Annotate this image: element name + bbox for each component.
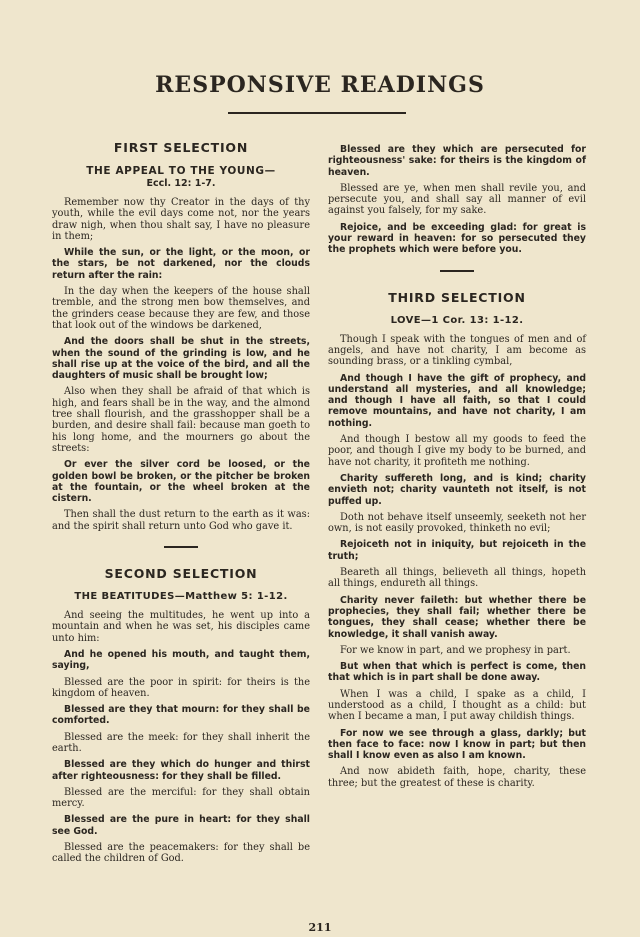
- second-selection-continued-verses: [328, 144, 586, 256]
- verse: When I was a child, I spake as a child, I understood as a child, I thought as a child: but when I became a man, I put away childish things.: [328, 688, 586, 723]
- verse: And though I bestow all my goods to feed the poor, and though I give my body to be burned, and have not charity, it profiteth me nothing.: [328, 434, 586, 468]
- second-selection-heading: SECOND SELECTION: [104, 566, 258, 582]
- verse: And though I have the gift of prophecy, and understand all mysteries, and all knowledge; and though I have all faith, so that I could remove mountains, and have not charity, I am nothing.: [328, 372, 586, 429]
- title-rule: [228, 112, 406, 114]
- verse: Beareth all things, believeth all things, hopeth all things, endureth all things.: [328, 567, 586, 590]
- verse: Blessed are ye, when men shall revile you, and persecute you, and shall say all manner of evil against you falsely, for my sake.: [328, 182, 586, 217]
- section-divider: [440, 270, 474, 272]
- first-selection-heading: FIRST SELECTION: [113, 140, 249, 155]
- first-selection-verses: [52, 197, 310, 532]
- verse: And the doors shall be shut in the streets, when the sound of the grinding is low, and he shall rise up at the voice of the bird, and all the daughters of music shall be brought low;: [52, 336, 310, 382]
- verse: Blessed are the pure in heart: for they shall see God.: [52, 814, 310, 837]
- verse: For now we see through a glass, darkly; but then face to face: now I know in part; but then shall I know even as also I am known.: [328, 727, 586, 762]
- verse: Blessed are they that mourn: for they shall be comforted.: [52, 704, 310, 727]
- verse: Rejoiceth not in iniquity, but rejoiceth in the truth;: [328, 539, 586, 562]
- page-number: 211: [308, 921, 332, 934]
- page-title: RESPONSIVE READINGS: [155, 72, 485, 98]
- verse: Also when they shall be afraid of that which is high, and fears shall be in the way, and the almond tree shall flourish, and the grasshopper shall be a burden, and desire shall fail: because man goeth to his long home, and the mourners go about the streets:: [52, 386, 310, 454]
- verse: Doth not behave itself unseemly, seeketh not her own, is not easily provoked, thinketh no evil;: [328, 511, 586, 535]
- verse: For we know in part, and we prophesy in part.: [340, 644, 571, 656]
- verse: Blessed are they which are persecuted for righteousness' sake: for theirs is the kingdom of heaven.: [328, 144, 586, 178]
- verse: But when that which is perfect is come, then that which is in part shall be done away.: [328, 661, 586, 684]
- verse: And now abideth faith, hope, charity, these three; but the greatest of these is charity.: [328, 766, 586, 789]
- verse: Blessed are the merciful: for they shall obtain mercy.: [52, 786, 310, 810]
- verse: And he opened his mouth, and taught them, saying,: [52, 648, 310, 672]
- first-selection-reference: Eccl. 12: 1-7.: [146, 178, 216, 189]
- verse: Though I speak with the tongues of men and of angels, and have not charity, I am become as sounding brass, or a tinkling cymbal,: [328, 333, 586, 368]
- second-selection-subtitle: THE BEATITUDES—Matthew 5: 1-12.: [74, 591, 288, 603]
- third-selection-verses: [328, 334, 586, 789]
- verse: Charity never faileth: but whether there be prophecies, they shall fail; whether there be tongues, they shall cease; whether there be knowledge, it shall vanish away.: [328, 594, 586, 640]
- verse: Blessed are the poor in spirit: for theirs is the kingdom of heaven.: [52, 676, 310, 699]
- verse: Blessed are the peacemakers: for they shall be called the children of God.: [52, 842, 310, 865]
- verse: Blessed are they which do hunger and thirst after righteousness: for they shall be filled.: [52, 759, 310, 782]
- right-column: [328, 144, 586, 794]
- verse: And seeing the multitudes, he went up into a mountain and when he was set, his disciples came unto him:: [52, 610, 310, 644]
- verse: Or ever the silver cord be loosed, or the golden bowl be broken, or the pitcher be broken at the fountain, or the wheel broken at the cistern.: [52, 459, 310, 505]
- verse: While the sun, or the light, or the moon, or the stars, be not darkened, nor the clouds return after the rain:: [52, 247, 310, 281]
- third-selection-heading: THIRD SELECTION: [388, 289, 526, 305]
- left-column: [52, 140, 310, 870]
- verse: Charity suffereth long, and is kind; charity envieth not; charity vaunteth not itself, is not puffed up.: [328, 472, 586, 507]
- third-selection-subtitle: LOVE—1 Cor. 13: 1-12.: [390, 314, 524, 326]
- verse: Remember now thy Creator in the days of thy youth, while the evil days come not, nor the years draw nigh, when thou shalt say, I have no pleasure in them;: [52, 197, 310, 242]
- verse: Then shall the dust return to the earth as it was: and the spirit shall return unto God who gave it.: [52, 509, 310, 532]
- verse: In the day when the keepers of the house shall tremble, and the strong men bow themselves, and the grinders cease because they are few, and those that look out of the windows be darkened,: [52, 286, 310, 331]
- verse: Rejoice, and be exceeding glad: for great is your reward in heaven: for so persecuted they the prophets which were before you.: [328, 221, 586, 256]
- verse: Blessed are the meek: for they shall inherit the earth.: [52, 731, 310, 754]
- second-selection-verses: [52, 610, 310, 865]
- first-selection-subtitle: THE APPEAL TO THE YOUNG—: [86, 165, 276, 177]
- section-divider: [164, 546, 198, 548]
